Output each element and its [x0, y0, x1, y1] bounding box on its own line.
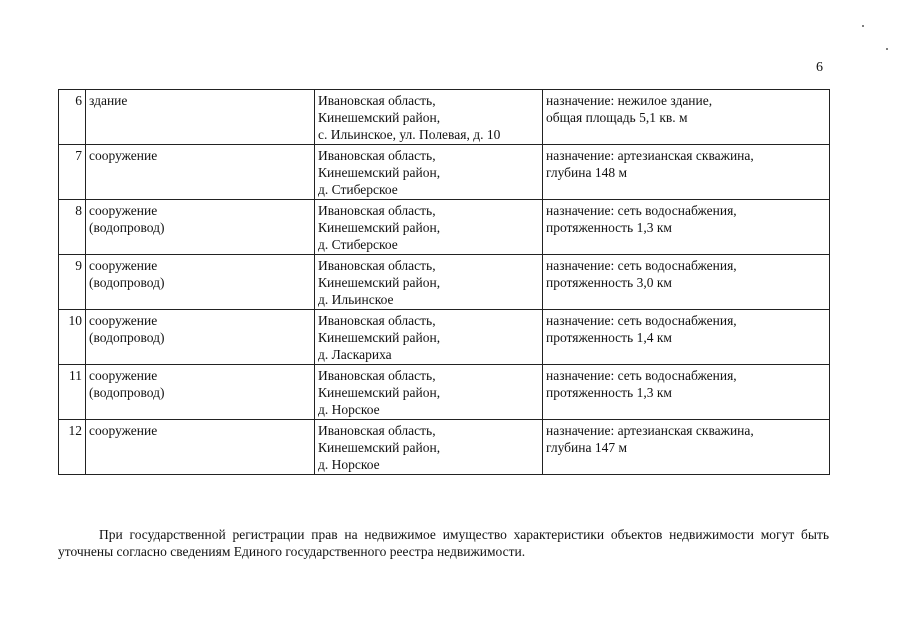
row-number: 6 — [59, 90, 86, 145]
details-line: глубина 147 м — [546, 440, 628, 455]
details-line: протяженность 1,4 км — [546, 330, 672, 345]
address-line: Ивановская область, — [318, 148, 436, 163]
address-line: Кинешемский район, — [318, 440, 441, 455]
address-line: д. Норское — [318, 457, 380, 472]
address-line: Ивановская область, — [318, 93, 436, 108]
object-type-cell — [86, 310, 315, 365]
address-cell — [315, 310, 543, 365]
address-line: д. Стиберское — [318, 182, 398, 197]
table-row — [59, 310, 830, 365]
table-body — [59, 90, 830, 475]
address-cell — [315, 90, 543, 145]
address-line: Кинешемский район, — [318, 165, 441, 180]
scan-speck — [862, 25, 864, 27]
address-line: Кинешемский район, — [318, 110, 441, 125]
scan-speck — [886, 48, 888, 50]
details-line: общая площадь 5,1 кв. м — [546, 110, 688, 125]
address-line: Кинешемский район, — [318, 275, 441, 290]
address-line: Кинешемский район, — [318, 220, 441, 235]
details-line: назначение: сеть водоснабжения, — [546, 203, 737, 218]
details-line: протяженность 3,0 км — [546, 275, 672, 290]
details-line: протяженность 1,3 км — [546, 385, 672, 400]
object-type-line: сооружение — [89, 423, 158, 438]
row-number: 9 — [59, 255, 86, 310]
object-type-cell — [86, 200, 315, 255]
row-number: 8 — [59, 200, 86, 255]
object-type-line: здание — [89, 93, 128, 108]
real-estate-objects-table — [58, 89, 830, 475]
page-number: 6 — [816, 60, 823, 75]
details-cell — [543, 310, 830, 365]
address-line: д. Ильинское — [318, 292, 394, 307]
object-type-line: (водопровод) — [89, 385, 165, 400]
address-line: д. Стиберское — [318, 237, 398, 252]
row-number: 12 — [59, 420, 86, 475]
address-cell — [315, 365, 543, 420]
object-type-line: (водопровод) — [89, 330, 165, 345]
address-line: Ивановская область, — [318, 203, 436, 218]
object-type-cell — [86, 90, 315, 145]
address-cell — [315, 200, 543, 255]
object-type-line: сооружение — [89, 313, 158, 328]
table-row — [59, 365, 830, 420]
details-line: протяженность 1,3 км — [546, 220, 672, 235]
details-line: назначение: артезианская скважина, — [546, 423, 754, 438]
details-cell — [543, 90, 830, 145]
address-line: Ивановская область, — [318, 313, 436, 328]
details-line: назначение: артезианская скважина, — [546, 148, 754, 163]
address-line: д. Норское — [318, 402, 380, 417]
details-line: глубина 148 м — [546, 165, 628, 180]
table-row — [59, 255, 830, 310]
table-row — [59, 200, 830, 255]
address-cell — [315, 420, 543, 475]
object-type-cell — [86, 255, 315, 310]
object-type-cell — [86, 365, 315, 420]
address-line: Ивановская область, — [318, 423, 436, 438]
table-row — [59, 90, 830, 145]
details-line: назначение: сеть водоснабжения, — [546, 368, 737, 383]
object-type-line: сооружение — [89, 148, 158, 163]
address-cell — [315, 145, 543, 200]
details-line: назначение: сеть водоснабжения, — [546, 258, 737, 273]
address-line: д. Ласкариха — [318, 347, 392, 362]
address-line: Кинешемский район, — [318, 385, 441, 400]
table-row — [59, 420, 830, 475]
object-type-line: сооружение — [89, 203, 158, 218]
address-cell — [315, 255, 543, 310]
details-cell — [543, 420, 830, 475]
object-type-cell — [86, 420, 315, 475]
address-line: Ивановская область, — [318, 368, 436, 383]
address-line: с. Ильинское, ул. Полевая, д. 10 — [318, 127, 501, 142]
object-type-line: сооружение — [89, 368, 158, 383]
address-line: Кинешемский район, — [318, 330, 441, 345]
details-cell — [543, 365, 830, 420]
details-cell — [543, 145, 830, 200]
row-number: 7 — [59, 145, 86, 200]
details-cell — [543, 255, 830, 310]
details-cell — [543, 200, 830, 255]
details-line: назначение: нежилое здание, — [546, 93, 713, 108]
object-type-line: (водопровод) — [89, 275, 165, 290]
object-type-line: сооружение — [89, 258, 158, 273]
object-type-cell — [86, 145, 315, 200]
row-number: 11 — [59, 365, 86, 420]
address-line: Ивановская область, — [318, 258, 436, 273]
object-type-line: (водопровод) — [89, 220, 165, 235]
row-number: 10 — [59, 310, 86, 365]
details-line: назначение: сеть водоснабжения, — [546, 313, 737, 328]
footer-paragraph: При государственной регистрации прав на недвижимое имущество характеристики объектов недвижимости могут быть уточнены согласно сведениям Единого государственного реестра недвижимости. — [58, 526, 829, 559]
table-row — [59, 145, 830, 200]
